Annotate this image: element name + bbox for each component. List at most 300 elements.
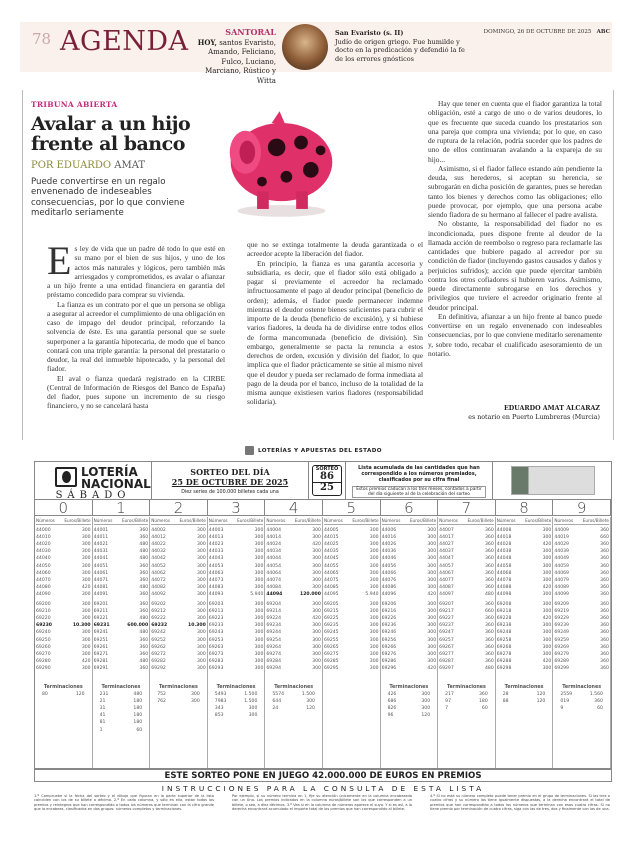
prize-amount: 360 [600, 651, 609, 657]
prize-amount: 360 [594, 699, 603, 705]
prize-amount: 300 [197, 556, 206, 562]
prize-amount: 300 [197, 528, 206, 534]
result-row [151, 527, 206, 534]
ending: 5574 [272, 692, 285, 698]
result-row [36, 644, 91, 651]
ticket-number: 44001 [93, 528, 109, 534]
prize-amount: 300 [542, 577, 552, 583]
result-row [324, 563, 379, 570]
ticket-number: 69253 [208, 637, 224, 643]
result-row [209, 637, 264, 644]
prize-amount: 300 [197, 563, 206, 569]
article-column-1 [47, 238, 225, 411]
today-label: HOY, [197, 37, 217, 47]
result-row [439, 644, 494, 651]
ticket-number: 69207 [439, 602, 454, 608]
result-row [266, 541, 321, 548]
prize-amount: 300 [369, 602, 379, 608]
prize-amount: 10.300 [188, 623, 206, 629]
euros-header: Euros/Billete [179, 518, 206, 523]
ending: 96 [387, 713, 394, 719]
ticket-number: 44043 [208, 556, 224, 562]
result-row [497, 570, 552, 577]
prize-amount: 300 [427, 637, 437, 643]
prize-amount: 360 [484, 602, 494, 608]
prize-amount: 360 [600, 602, 609, 608]
result-row [151, 658, 206, 665]
result-row [266, 548, 321, 555]
ticket-number: 69285 [323, 658, 339, 664]
terminacion-row [94, 698, 149, 705]
terminacion-row [94, 705, 149, 712]
prize-amount: 300 [421, 692, 431, 698]
column-digit: 1 [93, 500, 151, 515]
result-column [553, 517, 611, 768]
prize-amount: 300 [427, 528, 437, 534]
ticket-number: 44059 [554, 563, 569, 569]
ticket-number: 44091 [93, 591, 109, 597]
prize-amount: 300 [254, 584, 264, 590]
prize-amount: 300 [542, 549, 552, 555]
prize-amount: 300 [312, 556, 321, 562]
prize-amount: 300 [197, 591, 206, 597]
result-row [209, 622, 264, 629]
prize-amount: 360 [139, 535, 149, 541]
prize-amount: 360 [484, 542, 494, 548]
author-name: EDUARDO AMAT ALCARAZ [503, 405, 600, 412]
prize-amount: 300 [312, 623, 321, 629]
result-row [36, 651, 91, 658]
result-row [209, 601, 264, 608]
prize-amount: 360 [600, 577, 609, 583]
terminaciones-header: Terminaciones [274, 684, 314, 690]
ticket-number: 44047 [439, 556, 454, 562]
ticket-number: 44078 [496, 577, 512, 583]
prize-amount: 300 [197, 535, 206, 541]
prize-amount: 300 [81, 609, 91, 615]
prize-amount: 300 [197, 644, 206, 650]
prize-amount: 300 [248, 706, 258, 712]
sorteo-label: SORTEO [315, 466, 339, 472]
result-row [94, 534, 149, 541]
result-row [324, 584, 379, 591]
terminacion-row [94, 712, 149, 719]
ticket-number: 44023 [208, 542, 224, 548]
result-row [266, 629, 321, 636]
numbers-header: Números [496, 518, 516, 523]
terminacion-row [382, 698, 437, 705]
terminacion-row [151, 698, 206, 705]
result-column [496, 517, 554, 768]
prize-amount: 360 [484, 623, 494, 629]
prize-amount: 300 [312, 609, 321, 615]
prize-amount: 300 [197, 577, 206, 583]
ticket-number: 69287 [439, 658, 454, 664]
prize-amount: 360 [139, 570, 149, 576]
ticket-number: 69219 [554, 609, 569, 615]
prize-amount: 300 [369, 644, 379, 650]
prize-amount: 420 [81, 584, 91, 590]
ticket-number: 44060 [36, 570, 51, 576]
numbers-header: Números [151, 518, 171, 523]
prize-amount: 300 [81, 556, 91, 562]
result-row [209, 584, 264, 591]
terminacion-row [554, 705, 609, 712]
terminacion-row [266, 705, 321, 712]
result-row [324, 622, 379, 629]
result-row [382, 584, 437, 591]
ticket-number: 69274 [266, 651, 281, 657]
prize-amount: 60 [481, 706, 488, 712]
section-title: AGENDA [60, 26, 189, 57]
result-row [554, 584, 609, 591]
result-row [266, 563, 321, 570]
terminacion-row [209, 705, 264, 712]
result-row [36, 637, 91, 644]
result-row [324, 615, 379, 622]
prize-amount: 300 [312, 651, 321, 657]
terminaciones-header: Terminaciones [389, 684, 429, 690]
ticket-number: 44093 [208, 591, 224, 597]
ticket-number: 44024 [266, 542, 281, 548]
result-row [439, 577, 494, 584]
ticket-number: 44014 [266, 535, 281, 541]
prize-amount: 300 [312, 535, 321, 541]
ticket-number: 44064 [266, 570, 281, 576]
prize-amount: 300 [312, 658, 321, 664]
terminacion-row [554, 691, 609, 698]
ticket-number: 69293 [208, 665, 224, 671]
terminacion-row [554, 698, 609, 705]
santoral-saints: santos Evaristo, Amando, Feliciano, Fulco, Luciano, Marciano, Rústico y Witta [205, 38, 276, 85]
column-digit: 4 [265, 500, 323, 515]
ending: 826 [387, 706, 397, 712]
result-row [266, 651, 321, 658]
result-row [151, 541, 206, 548]
result-row [324, 644, 379, 651]
result-row [266, 622, 321, 629]
ticket-number: 69229 [554, 616, 569, 622]
result-row [324, 534, 379, 541]
result-column [208, 517, 266, 768]
result-row [382, 658, 437, 665]
prize-amount: 360 [139, 563, 149, 569]
result-column [381, 517, 439, 768]
result-row [209, 644, 264, 651]
paragraph: En principio, la fianza es una garantía accesoria y subsidiaria, es decir, que el fiador sólo está obligado a pagar si previamente el acreedor ha reclamado infructuosamente el pago al deudor principal (beneficio de orden); además, el fiador puede permanecer indemne mientras el deudor ostente bienes suficientes para cubrir el importe de la deuda (beneficio de excusión), y si hubiese varios fiadores, la deuda ha de dividirse entre todos ellos de forma mancomunada (beneficio de división). Sin embargo, generalmente se pacta la renuncia a estos derechos de orden, excusión y división del fiador, lo que implica que el fiador prácticamente se sitúe al mismo nivel que el deudor y pueda ser reclamado de forma inmediata al pago de la deuda por el banco, incluso de la totalidad de la misma aunque existiesen varios fiadores (responsabilidad solidaria). [247, 258, 423, 407]
prize-amount: 300 [427, 658, 437, 664]
article-heading-block [31, 100, 217, 219]
prize-amount: 300 [427, 609, 437, 615]
ticket-number: 69232 [151, 623, 168, 629]
ticket-number: 69298 [496, 665, 512, 671]
result-row [382, 608, 437, 615]
terminacion-row [36, 691, 91, 698]
result-row [36, 527, 91, 534]
result-row [382, 651, 437, 658]
prize-amount: 600.000 [127, 623, 149, 629]
ticket-number: 44044 [266, 556, 281, 562]
result-row [151, 584, 206, 591]
ticket-picture [511, 466, 595, 495]
result-row [324, 637, 379, 644]
result-row [324, 541, 379, 548]
ticket-number: 69245 [323, 630, 339, 636]
ticket-number: 69275 [323, 651, 339, 657]
euros-header: Euros/Billete [294, 518, 321, 523]
ticket-number: 44022 [151, 542, 166, 548]
terminacion-row [209, 698, 264, 705]
ending: 80 [42, 692, 48, 698]
ticket-number: 44081 [93, 584, 109, 590]
dateline [415, 29, 610, 35]
result-row [94, 637, 149, 644]
ticket-number: 44057 [439, 563, 454, 569]
prize-amount: 360 [484, 535, 494, 541]
prize-amount: 360 [600, 630, 609, 636]
prize-amount: 360 [600, 528, 609, 534]
prize-amount: 300 [254, 644, 264, 650]
prize-amount: 120 [75, 692, 85, 698]
result-row [266, 615, 321, 622]
prize-amount: 300 [81, 602, 91, 608]
ticket-number: 44015 [323, 535, 339, 541]
ticket-number: 69291 [93, 665, 109, 671]
prize-amount: 300 [81, 535, 91, 541]
prize-amount: 300 [197, 602, 206, 608]
ticket-number: 69235 [323, 623, 339, 629]
column-header [439, 517, 494, 525]
ticket-number: 69286 [381, 658, 397, 664]
ending: 762 [157, 699, 166, 705]
prize-amount: 300 [312, 644, 321, 650]
prize-amount: 300 [427, 556, 437, 562]
ticket-number: 69256 [381, 637, 397, 643]
logo-line1: LOTERÍA [81, 465, 138, 479]
ticket-number: 44053 [208, 563, 224, 569]
prize-amount: 300 [254, 535, 264, 541]
result-column [265, 517, 323, 768]
result-row [554, 637, 609, 644]
column-digit: 5 [323, 500, 381, 515]
result-row [324, 651, 379, 658]
result-row [209, 555, 264, 562]
ticket-number: 44045 [323, 556, 339, 562]
prize-amount: 5.940 [250, 591, 264, 597]
ticket-number: 69259 [554, 637, 569, 643]
prize-amount: 300 [81, 577, 91, 583]
ending: 853 [214, 713, 224, 719]
ticket-number: 69295 [323, 665, 339, 671]
result-row [439, 637, 494, 644]
ticket-number: 69244 [266, 630, 281, 636]
result-row [151, 615, 206, 622]
column-header [497, 517, 552, 525]
ticket-number: 69267 [439, 644, 454, 650]
result-row [209, 534, 264, 541]
result-row [382, 548, 437, 555]
prize-amount: 300 [81, 549, 91, 555]
prize-amount: 300 [248, 713, 258, 719]
result-row [554, 622, 609, 629]
ticket-number: 44010 [36, 535, 51, 541]
prize-amount: 300 [369, 609, 379, 615]
prize-amount: 300 [197, 542, 206, 548]
result-row [209, 541, 264, 548]
ticket-number: 69271 [93, 651, 109, 657]
prize-amount: 300 [312, 584, 321, 590]
prize-amount: 300 [312, 549, 321, 555]
ticket-number: 44027 [439, 542, 454, 548]
column-digit: 7 [438, 500, 496, 515]
prize-amount: 360 [484, 644, 494, 650]
ticket-number: 69242 [151, 630, 166, 636]
ticket-number: 44050 [36, 563, 51, 569]
prize-amount: 300 [542, 570, 552, 576]
result-row [324, 629, 379, 636]
result-row [266, 570, 321, 577]
result-row [266, 658, 321, 665]
ticket-number: 44038 [496, 549, 512, 555]
prize-amount: 360 [484, 570, 494, 576]
result-row [324, 591, 379, 598]
prize-amount: 300 [312, 528, 321, 534]
prize-amount: 360 [139, 528, 149, 534]
result-row [554, 629, 609, 636]
prize-amount: 300 [197, 570, 206, 576]
terminacion-row [382, 712, 437, 719]
result-row [439, 658, 494, 665]
ticket-number: 69234 [266, 623, 281, 629]
result-row [209, 615, 264, 622]
terminacion-row [266, 691, 321, 698]
prize-amount: 660 [484, 609, 494, 615]
result-row [554, 608, 609, 615]
terminacion-row [94, 727, 149, 734]
result-row [36, 548, 91, 555]
result-row [439, 534, 494, 541]
prize-amount: 300 [369, 535, 379, 541]
ticket-number: 44029 [554, 542, 569, 548]
author-signature [430, 404, 600, 422]
result-row [266, 584, 321, 591]
ticket-number: 44020 [36, 542, 51, 548]
ticket-number: 44070 [36, 577, 51, 583]
lottery-logo-icon [245, 446, 254, 455]
prize-amount: 300 [197, 584, 206, 590]
prize-amount: 300 [81, 637, 91, 643]
prize-amount: 480 [133, 692, 143, 698]
result-row [497, 629, 552, 636]
ticket-number: 44002 [151, 528, 166, 534]
prize-amount: 360 [600, 570, 609, 576]
terminacion-row [382, 691, 437, 698]
prize-amount: 300 [369, 577, 379, 583]
result-row [209, 665, 264, 672]
result-row [94, 665, 149, 672]
result-row [497, 608, 552, 615]
terminacion-row [497, 691, 552, 698]
ticket-number: 69284 [266, 658, 281, 664]
brand-text: LOTERÍAS Y APUESTAS DEL ESTADO [258, 448, 382, 454]
prize-amount: 300 [427, 542, 437, 548]
result-row [382, 615, 437, 622]
terminacion-row [382, 705, 437, 712]
prize-amount: 1.500 [244, 699, 258, 705]
lottery-brand [245, 446, 382, 455]
ticket-number: 69279 [554, 651, 569, 657]
result-row [94, 608, 149, 615]
lottery-results [34, 461, 612, 769]
result-column [323, 517, 381, 768]
ticket-number: 69297 [439, 665, 454, 671]
euros-header: Euros/Billete [64, 518, 91, 523]
prize-amount: 300 [312, 637, 321, 643]
euros-header: Euros/Billete [409, 518, 437, 523]
prize-amount: 300 [421, 699, 431, 705]
result-row [324, 570, 379, 577]
santoral-title: SANTORAL [225, 27, 276, 37]
result-row [554, 563, 609, 570]
ticket-number: 69262 [151, 644, 166, 650]
article-byline [31, 160, 217, 172]
numbers-header: Números [323, 518, 343, 523]
prize-amount: 360 [484, 651, 494, 657]
result-row [324, 658, 379, 665]
ending: 81 [99, 720, 106, 726]
ticket-number: 69239 [554, 623, 569, 629]
page-number: 78 [32, 30, 52, 48]
ticket-number: 44088 [496, 584, 512, 590]
ticket-number: 44062 [151, 570, 166, 576]
ending: 426 [387, 692, 397, 698]
byline-name: AMAT [114, 160, 146, 171]
ticket-number: 69208 [496, 602, 512, 608]
prize-amount: 300 [197, 616, 206, 622]
result-row [94, 570, 149, 577]
ticket-number: 44040 [36, 556, 51, 562]
prize-amount: 180 [478, 699, 488, 705]
prize-amount: 300 [312, 602, 321, 608]
prize-amount: 300 [369, 542, 379, 548]
result-row [94, 577, 149, 584]
prize-amount: 300 [369, 658, 379, 664]
result-row [266, 637, 321, 644]
prize-amount: 300 [254, 623, 264, 629]
paragraph: s ley de vida que un padre dé todo lo que esté en su mano por el bien de sus hijos, y uno de los actos más naturales y lógicos, pero también más arriesgados y comprometidos, es avalar o afianzar a un hijo frente a una entidad financiera en garantía del préstamo concedido para comprar su vivienda. [47, 244, 225, 300]
euros-header: Euros/Billete [121, 518, 149, 523]
instructions-text: 4.º Si no está su número completo puede tener premio en el grupo de terminaciones. Si las tres o cuatro cifras y su número las tiene igualmente dispuestas, a la derecha encontrará el total de premios que han correspondido a todos los números que terminan con esas cuatro cifras. Si no tiene premio por terminación de cuatro cifras, siga con las de tres, dos y finalmente con las de una. [430, 794, 610, 812]
ticket-number: 44075 [323, 577, 339, 583]
prize-amount: 300 [191, 692, 200, 698]
column-header [266, 517, 321, 525]
prize-amount: 300 [254, 570, 264, 576]
prize-amount: 180 [133, 699, 143, 705]
result-row [554, 541, 609, 548]
prize-amount: 480 [139, 630, 149, 636]
prize-amount: 420 [312, 542, 321, 548]
terminaciones-header: Terminaciones [43, 684, 83, 690]
paragraph: Hay que tener en cuenta que el fiador garantiza la total obligación, esté a cargo de uno o de varios deudores, lo que es frecuente que suceda cuando los prestatarios son una pareja que compra una vivienda; por lo que, en caso de ruptura de la relación, podría suceder que los padres de uno de ellos continuaran avalando a la expareja de su hijo... [428, 99, 602, 164]
ending: 7 [445, 706, 449, 712]
result-row [382, 591, 437, 598]
result-row [324, 555, 379, 562]
ticket-number: 44013 [208, 535, 224, 541]
prize-amount: 300 [369, 651, 379, 657]
prize-amount: 300 [254, 549, 264, 555]
paragraph: En definitiva, afianzar a un hijo frente al banco puede convertirse en un regalo envenenado con indeseables consecuencias, por lo que conviene meditarlo serenamente y, sobre todo, recabar el cualificado asesoramiento de un notario. [428, 311, 602, 358]
prize-amount: 60 [597, 706, 603, 712]
